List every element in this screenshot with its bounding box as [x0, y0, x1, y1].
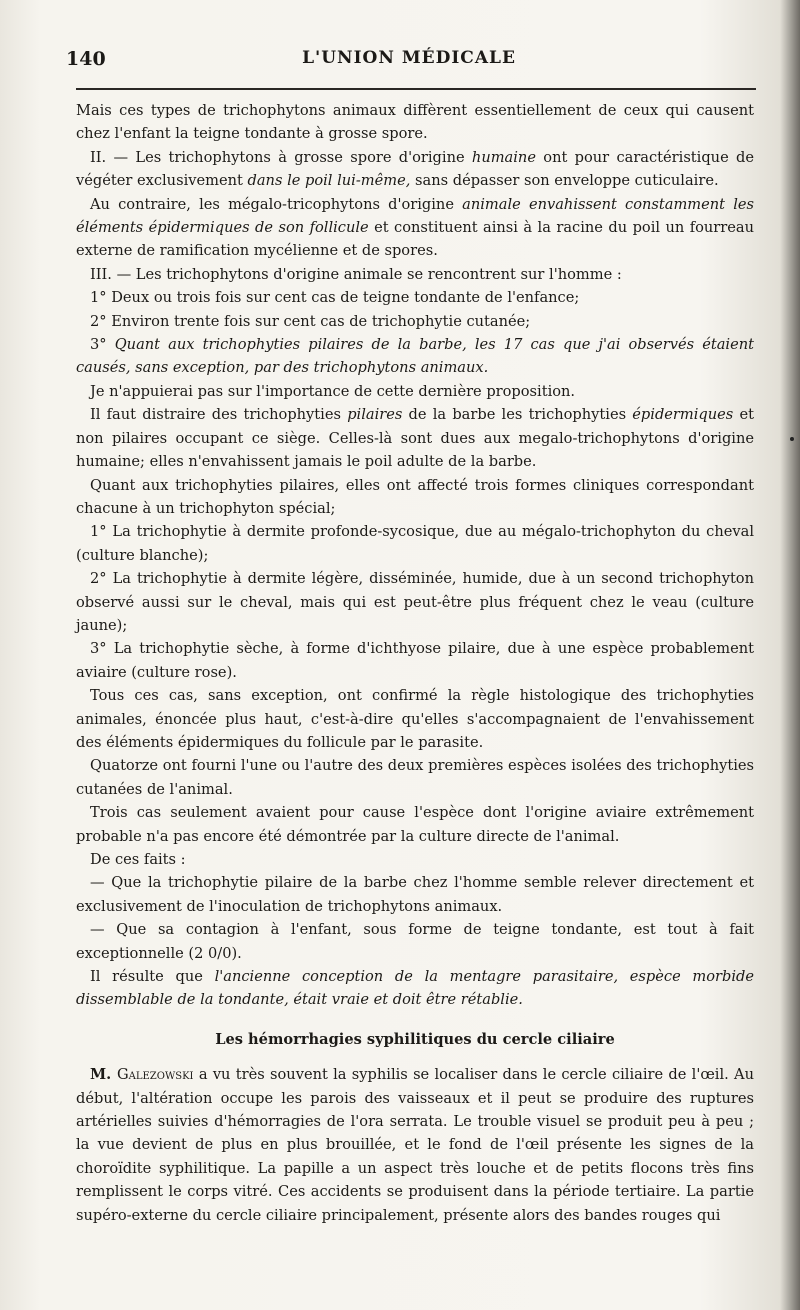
page-number: 140 [66, 48, 106, 70]
paragraph-18: — Que la trichophytie pilaire de la barbe chez l'homme semble relever directement et exclusivement de l'inoculation de trichophytons animaux. [76, 874, 754, 915]
paragraph-2: II. — Les trichophytons à grosse spore d'origine humaine ont pour caractéristique de végéter exclusivement dans le poil lui-même, sans dépasser son enveloppe cuticulaire. [76, 148, 755, 190]
list-item-1: 1° Deux ou trois fois sur cent cas de teigne tondante de l'enfance; [90, 289, 580, 307]
section-paragraph: M. Galezowski a vu très souvent la syphilis se localiser dans le cercle ciliaire de l'œil. Au début, l'altération occupe les parois des vaisseaux et il peut se produire des ruptures artérielles suivies d'hémorragies de l'ora serrata. Le trouble visuel se produit peu à peu ; la vue devient de plus en plus brouillée, et le fond de l'œil présente les signes de la choroïdite syphilitique. La papille a un aspect très louche et de petits flocons très fins remplissent le corps vitré. Ces accidents se produisent dans la période tertiaire. La partie supéro-externe du cercle ciliaire principalement, présente alors des bandes rouges qui [76, 1066, 754, 1224]
article-body [76, 99, 754, 1227]
paragraph-15: Quatorze ont fourni l'une ou l'autre des deux premières espèces isolées des trichophyties cutanées de l'animal. [76, 757, 754, 798]
running-title: L'UNION MÉDICALE [302, 48, 516, 68]
margin-mark [790, 437, 794, 441]
page-header [66, 48, 752, 78]
section-heading: Les hémorrhagies syphilitiques du cercle ciliaire [215, 1030, 615, 1048]
paragraph-17: De ces faits : [90, 851, 186, 868]
paragraph-14: Tous ces cas, sans exception, ont confirmé la règle histologique des trichophyties animales, énoncée plus haut, c'est-à-dire qu'elles s'accompagnaient de l'envahissement des éléments épidermiques du follicule par le parasite. [76, 687, 754, 751]
list-item-3: 3° Quant aux trichophyties pilaires de la barbe, les 17 cas que j'ai observés étaient causés, sans exception, par des trichophytons animaux. [76, 336, 754, 377]
form-item-1: 1° La trichophytie à dermite profonde-sycosique, due au mégalo-trichophyton du cheval (culture blanche); [76, 523, 754, 564]
form-item-2: 2° La trichophytie à dermite légère, disséminée, humide, due à un second trichophyton observé aussi sur le cheval, mais qui est peut-être plus fréquent chez le veau (culture jaune); [76, 570, 754, 634]
paragraph-20: Il résulte que l'ancienne conception de la mentagre parasitaire, espèce morbide dissemblable de la tondante, était vraie et doit être rétablie. [76, 968, 754, 1009]
author-name: Galezowski [116, 1066, 194, 1084]
paragraph-1: Mais ces types de trichophytons animaux diffèrent essentiellement de ceux qui causent chez l'enfant la teigne tondante à grosse spore. [76, 102, 754, 143]
list-item-2: 2° Environ trente fois sur cent cas de trichophytie cutanée; [90, 312, 531, 330]
form-item-3: 3° La trichophytie sèche, à forme d'ichthyose pilaire, due à une espèce probablement aviaire (culture rose). [76, 640, 754, 681]
paragraph-9: Il faut distraire des trichophyties pilaires de la barbe les trichophyties épidermiques et non pilaires occupant ce siège. Celles-là sont dues aux megalo-trichophytons d'origine humaine; elles n'envahissent jamais le poil adulte de la barbe. [76, 406, 754, 471]
paragraph-8: Je n'appuierai pas sur l'importance de cette dernière proposition. [90, 382, 576, 400]
header-rule [76, 88, 756, 90]
paragraph-3: Au contraire, les mégalo-tricophytons d'origine animale envahissent constamment les éléments épidermiques de son follicule et constituent ainsi à la racine du poil un fourreau externe de ramification mycélienne et de spores. [76, 195, 754, 260]
paragraph-10: Quant aux trichophyties pilaires, elles ont affecté trois formes cliniques correspondant chacune à un trichophyton spécial; [76, 476, 754, 517]
paragraph-16: Trois cas seulement avaient pour cause l'espèce dont l'origine aviaire extrêmement probable n'a pas encore été démontrée par la culture directe de l'animal. [76, 804, 754, 845]
paragraph-19: — Que sa contagion à l'enfant, sous forme de teigne tondante, est tout à fait exceptionnelle (2 0/0). [76, 921, 754, 962]
paragraph-4: III. — Les trichophytons d'origine animale se rencontrent sur l'homme : [90, 265, 622, 283]
